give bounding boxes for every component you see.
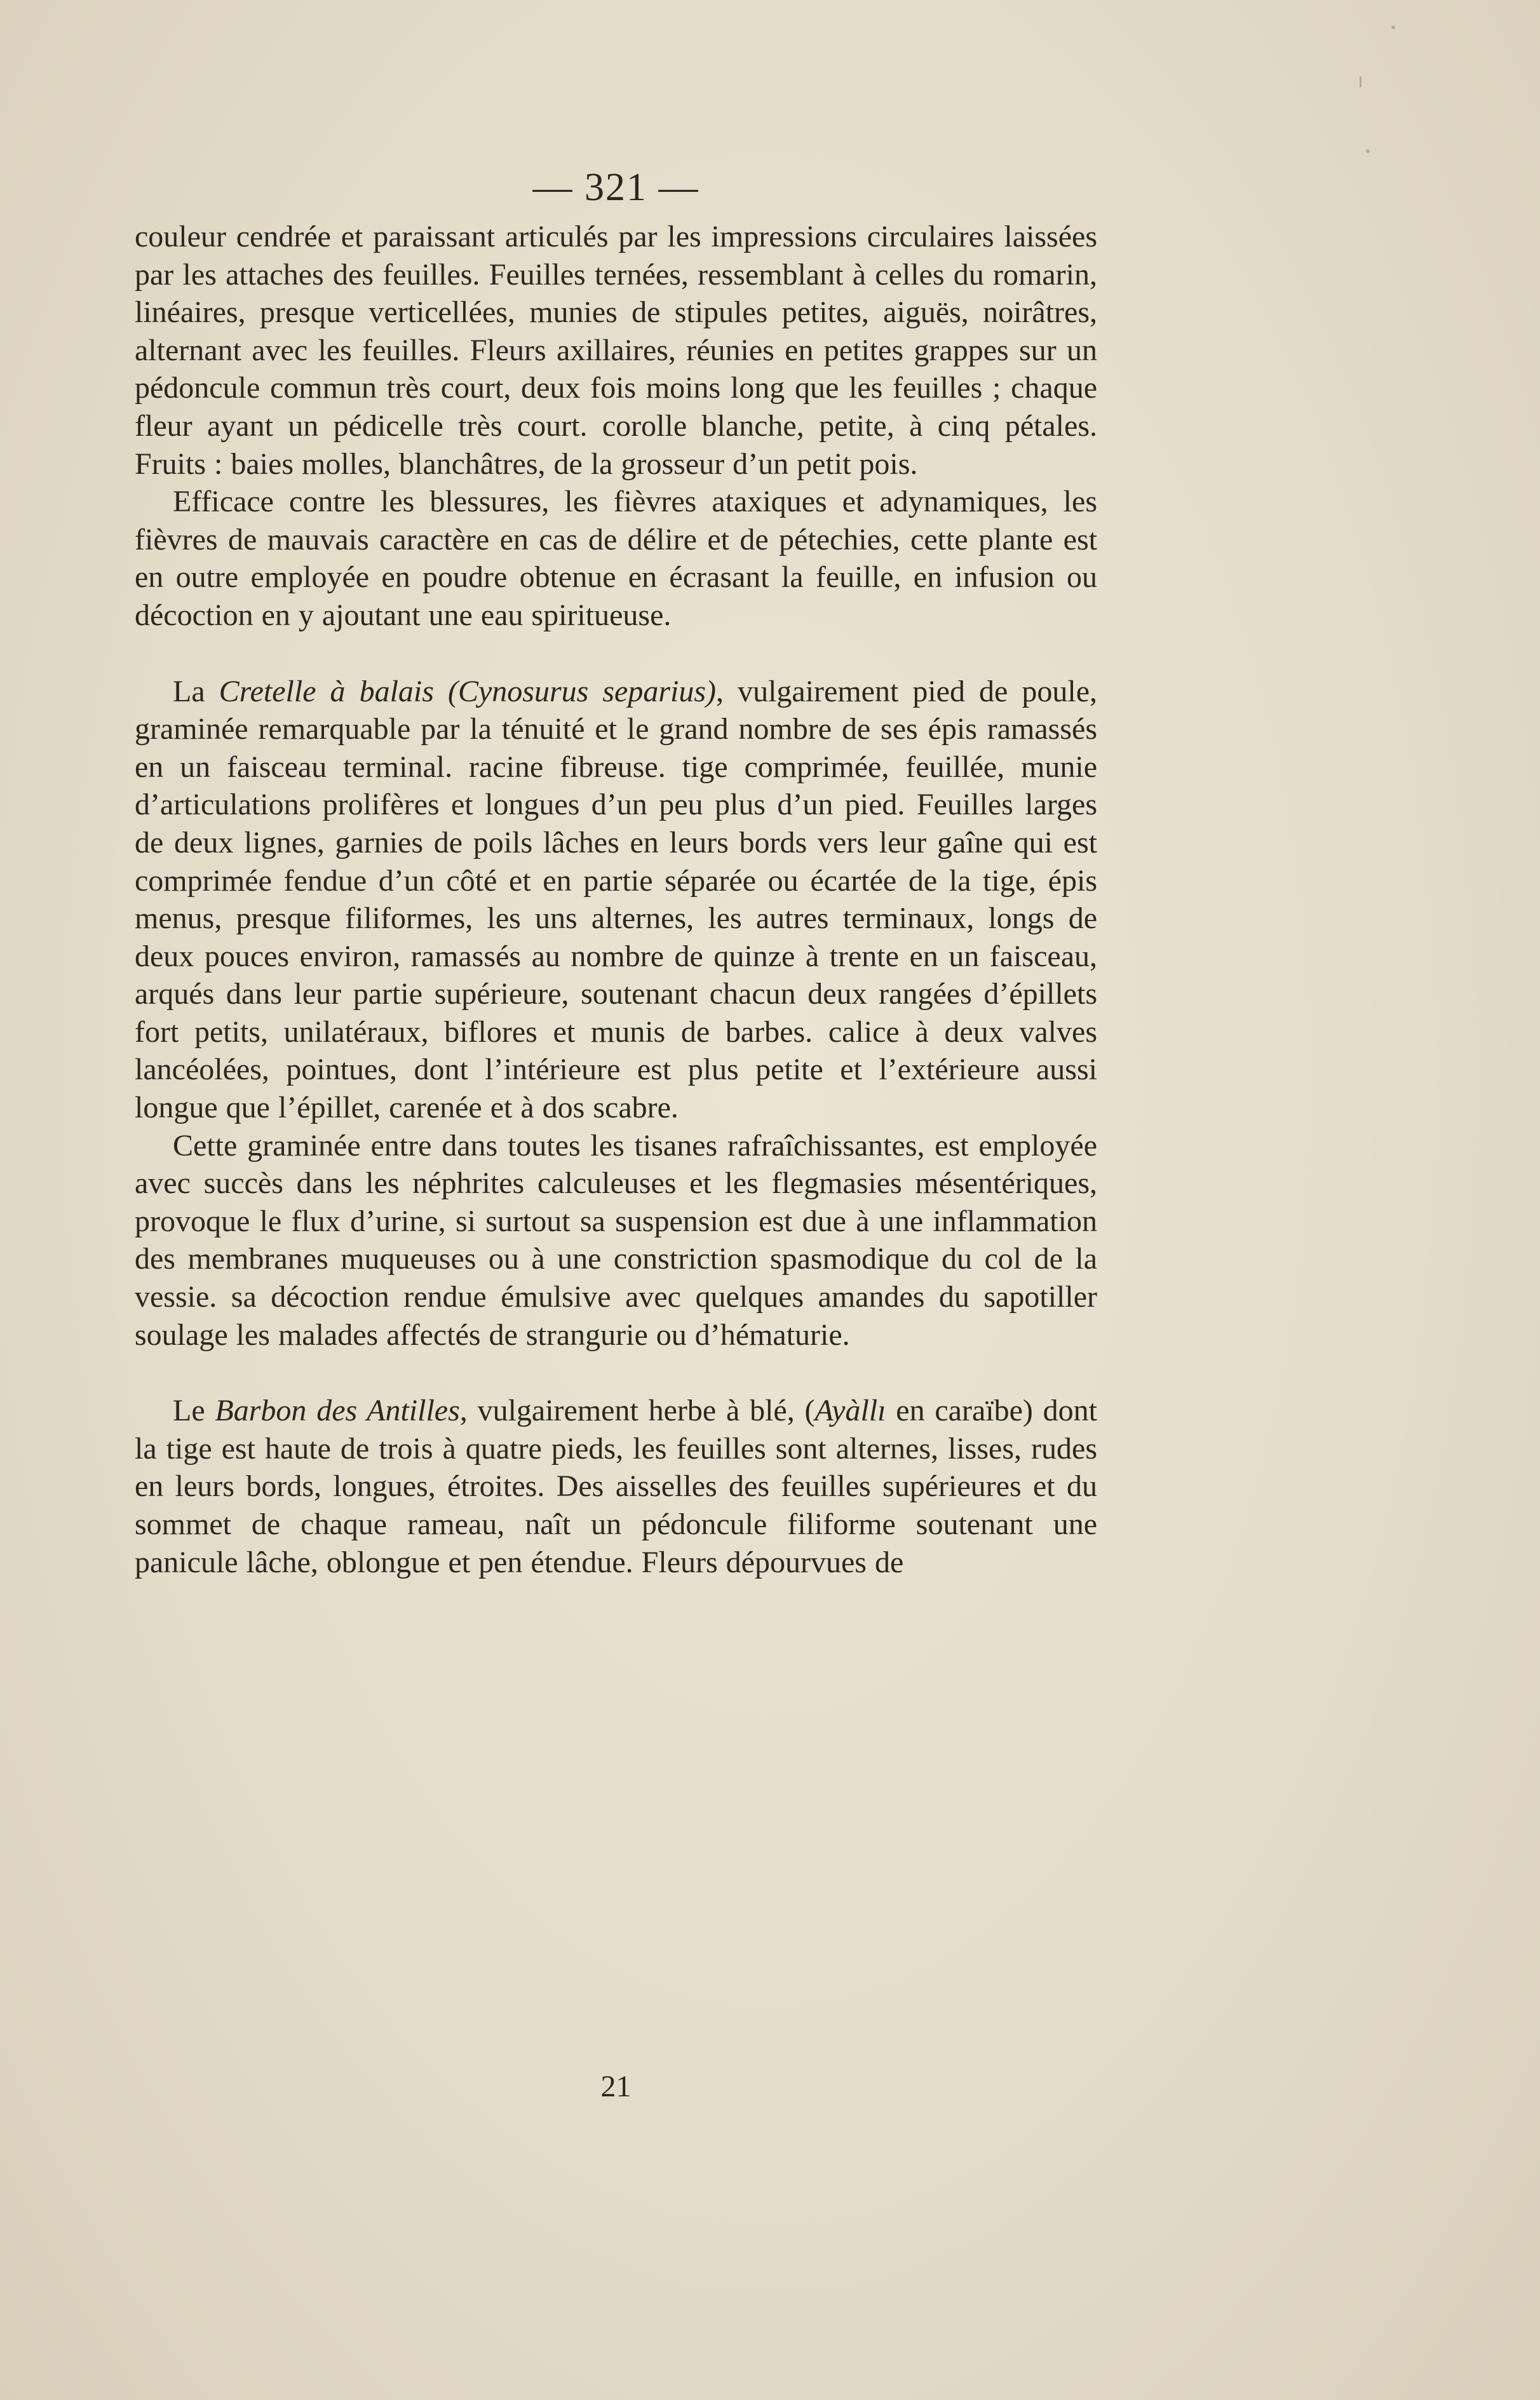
paragraph-3: [135, 673, 1097, 1127]
text-run: Cette graminée entre dans toutes les tisanes rafraîchissantes, est employée avec succès dans les néphrites calculeuses et les flegmasies mésentériques, provoque le flux d’urine, si surtout sa suspension est due à une inflammation des membranes muqueuses ou à une constriction spasmodique du col de la vessie. sa décoction rendue émulsive avec quelques amandes du sapotiller soulage les malades affectés de strangurie ou d’hématurie.: [135, 1128, 1097, 1352]
paper-speck: [1366, 149, 1370, 153]
text-run: en caraïbe) dont la tige est haute de trois à quatre pieds, les feuilles sont alternes, lisses, rudes en leurs bords, longues, étroites. Des aisselles des feuilles supérieures et du sommet de chaque rameau, naît un pédoncule filiforme soutenant une panicule lâche, oblongue et pen étendue. Fleurs dépourvues de: [135, 1394, 1098, 1579]
book-page: [135, 162, 1097, 2322]
text-run: Le: [173, 1394, 215, 1428]
paragraph-5: [135, 1392, 1097, 1581]
page-number: — 321 —: [532, 166, 699, 209]
paragraph-4: [135, 1127, 1097, 1354]
italic-term: Barbon des Antilles: [215, 1394, 460, 1428]
paragraph-1: [135, 218, 1097, 483]
italic-term: Ayàllı: [814, 1394, 886, 1428]
signature-mark: 21: [600, 2070, 632, 2103]
paper-speck: [1360, 76, 1361, 88]
text-run: couleur cendrée et paraissant articulés par les impressions circulaires laissées par les attaches des feuilles. Feuilles ternées, ressemblant à celles du romarin, linéaires, presque verticellées, munies de stipules petites, aiguës, noirâtres, alternant avec les feuilles. Fleurs axillaires, réunies en petites grappes sur un pédoncule commun très court, deux fois moins long que les feuilles ; chaque fleur ayant un pédicelle très court. corolle blanche, petite, à cinq pétales. Fruits : baies molles, blanchâtres, de la grosseur d’un petit pois.: [135, 220, 1097, 481]
italic-term: Cretelle à balais (Cynosurus separius): [219, 674, 717, 708]
text-run: , vulgairement pied de poule, graminée remarquable par la ténuité et le grand nombre de ses épis ramassés en un faisceau terminal. racine fibreuse. tige comprimée, feuillée, munie d’articulations prolifères et longues d’un peu plus d’un pied. Feuilles larges de deux lignes, garnies de poils lâches en leurs bords vers leur gaîne qui est comprimée fendue d’un côté et en partie séparée ou écartée de la tige, épis menus, presque filiformes, les uns alternes, les autres terminaux, longs de deux pouces environ, ramassés au nombre de quinze à trente en un faisceau, arqués dans leur partie supérieure, soutenant chacun deux rangées d’épillets fort petits, unilatéraux, biflores et munis de barbes. calice à deux valves lancéolées, pointues, dont l’intérieure est plus petite et l’extérieure aussi longue que l’épillet, carenée et à dos scabre.: [135, 674, 1098, 1125]
text-run: , vulgairement herbe à blé, (: [459, 1394, 815, 1428]
paragraph-2: [135, 483, 1097, 634]
paper-speck: [1391, 25, 1395, 29]
text-run: La: [173, 674, 219, 708]
text-run: Efficace contre les blessures, les fièvres ataxiques et adynamiques, les fièvres de mauvais caractère en cas de délire et de pétechies, cette plante est en outre employée en poudre obtenue en écrasant la feuille, en infusion ou décoction en y ajoutant une eau spiritueuse.: [135, 485, 1097, 632]
